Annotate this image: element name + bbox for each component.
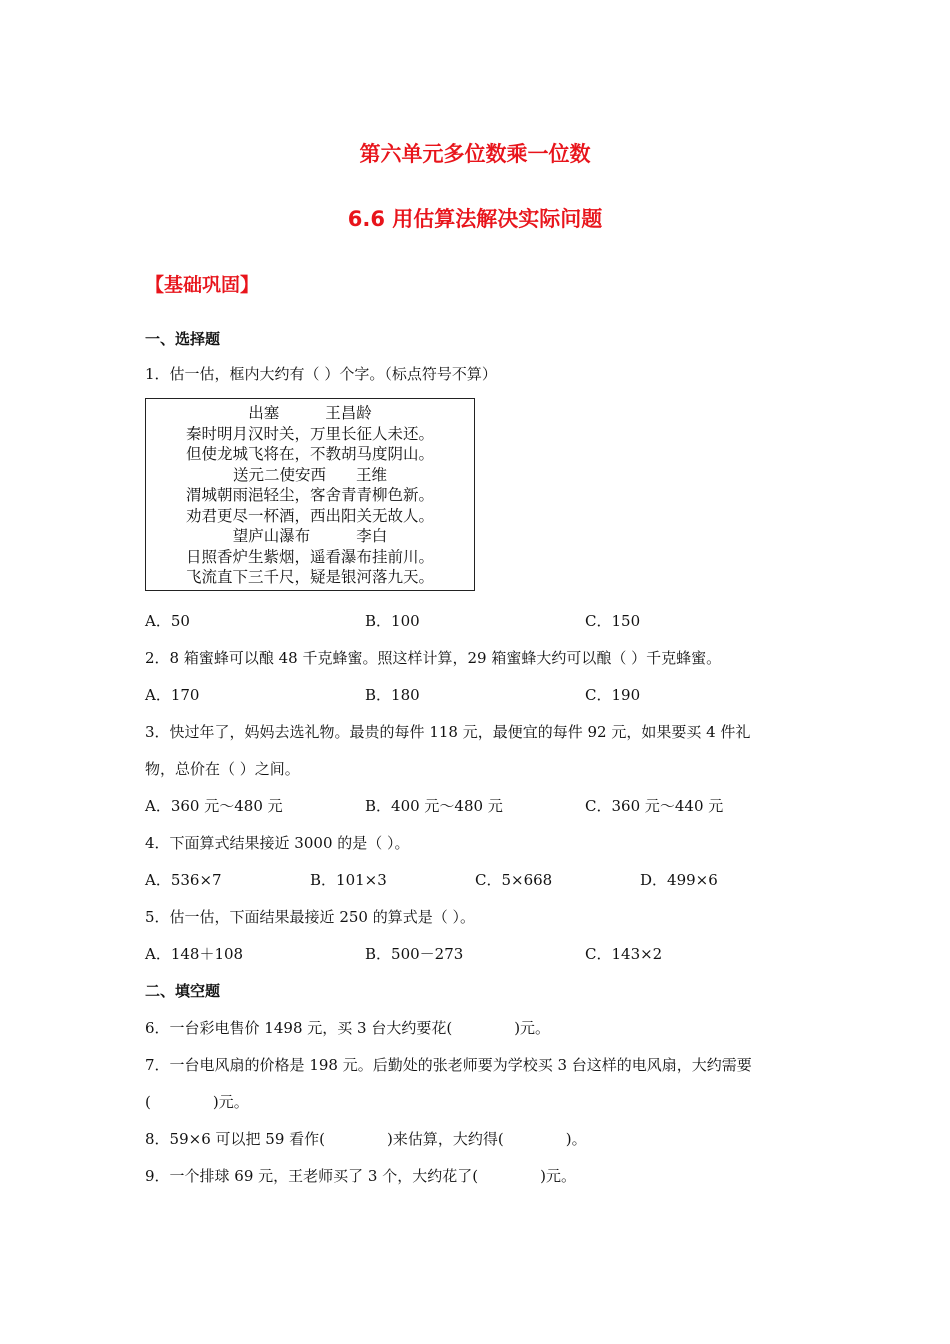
part2-heading: 二、填空题 bbox=[145, 982, 221, 1000]
poem-box bbox=[145, 398, 475, 591]
question-5: 5．估一估，下面结果最接近 250 的算式是（ ）。 bbox=[145, 908, 475, 926]
q8-text-a: 8．59×6 可以把 59 看作( bbox=[145, 1130, 325, 1148]
q5-option-b[interactable]: B．500－273 bbox=[365, 945, 464, 963]
q1-option-a[interactable]: A．50 bbox=[145, 612, 190, 630]
question-1: 1．估一估，框内大约有（ ）个字。（标点符号不算） bbox=[145, 365, 497, 383]
q9-text-b: )元。 bbox=[540, 1167, 576, 1185]
q8-text-b: )来估算，大约得( bbox=[387, 1130, 504, 1148]
poem-1-title: 出塞 bbox=[248, 404, 280, 422]
unit-title: 第六单元多位数乘一位数 bbox=[359, 142, 591, 166]
poem-2-title: 送元二使安西 bbox=[232, 465, 326, 484]
q6-text-b: )元。 bbox=[514, 1019, 551, 1037]
q5-option-c[interactable]: C．143×2 bbox=[585, 945, 663, 963]
q3-option-a[interactable]: A．360 元～480 元 bbox=[145, 797, 283, 815]
poem-3-header bbox=[146, 526, 474, 547]
question-3-line-1: 3．快过年了，妈妈去选礼物。最贵的每件 118 元，最便宜的每件 92 元，如果要买 4 件礼 bbox=[145, 723, 751, 741]
question-7-line-2 bbox=[145, 1091, 249, 1112]
poem-2-author: 王维 bbox=[356, 465, 388, 484]
question-2: 2．8 箱蜜蜂可以酿 48 千克蜂蜜。照这样计算，29 箱蜜蜂大约可以酿（ ）千克蜂蜜。 bbox=[145, 649, 722, 667]
poem-3-title: 望庐山瀑布 bbox=[232, 527, 311, 545]
q1-option-b[interactable]: B．100 bbox=[365, 612, 420, 630]
poem-3-line-1: 日照香炉生紫烟，遥看瀑布挂前川。 bbox=[185, 547, 434, 566]
q4-option-c[interactable]: C．5×668 bbox=[475, 871, 553, 889]
q4-option-b[interactable]: B．101×3 bbox=[310, 871, 387, 889]
question-3-line-2: 物，总价在（ ）之间。 bbox=[145, 760, 300, 778]
poem-1-header bbox=[146, 403, 474, 424]
lesson-title: 6.6 用估算法解决实际问题 bbox=[347, 207, 603, 231]
question-9 bbox=[145, 1165, 576, 1186]
q7-text-a: ( bbox=[145, 1093, 151, 1111]
q1-option-c[interactable]: C．150 bbox=[585, 612, 641, 630]
q6-text-a: 6．一台彩电售价 1498 元，买 3 台大约要花( bbox=[145, 1019, 453, 1037]
poem-1-line-2: 但使龙城飞将在，不教胡马度阴山。 bbox=[185, 445, 434, 463]
poem-1-line-1: 秦时明月汉时关，万里长征人未还。 bbox=[185, 424, 434, 443]
question-8 bbox=[145, 1128, 587, 1149]
poem-2-line-1: 渭城朝雨浥轻尘，客舍青青柳色新。 bbox=[185, 486, 434, 504]
q2-option-b[interactable]: B．180 bbox=[365, 686, 420, 704]
q2-option-a[interactable]: A．170 bbox=[145, 686, 200, 704]
poem-1-author: 王昌龄 bbox=[325, 404, 372, 422]
q3-option-b[interactable]: B．400 元～480 元 bbox=[365, 797, 503, 815]
question-7-line-1: 7．一台电风扇的价格是 198 元。后勤处的张老师要为学校买 3 台这样的电风扇，大约需要 bbox=[145, 1056, 752, 1074]
q4-option-d[interactable]: D．499×6 bbox=[640, 871, 718, 889]
poem-3-author: 李白 bbox=[356, 527, 388, 545]
question-6 bbox=[145, 1017, 550, 1038]
poem-3-line-2: 飞流直下三千尺，疑是银河落九天。 bbox=[185, 568, 434, 586]
q7-text-b: )元。 bbox=[212, 1093, 249, 1111]
question-4: 4．下面算式结果接近 3000 的是（ ）。 bbox=[145, 834, 410, 852]
q5-option-a[interactable]: A．148＋108 bbox=[145, 945, 244, 963]
q3-option-c[interactable]: C．360 元～440 元 bbox=[585, 797, 724, 815]
q4-option-a[interactable]: A．536×7 bbox=[145, 871, 222, 889]
q8-text-c: )。 bbox=[565, 1130, 587, 1148]
poem-2-line-2: 劝君更尽一杯酒，西出阳关无故人。 bbox=[185, 506, 434, 525]
part1-heading: 一、选择题 bbox=[145, 330, 221, 348]
q9-text-a: 9．一个排球 69 元，王老师买了 3 个，大约花了( bbox=[145, 1167, 479, 1185]
poem-2-header bbox=[146, 465, 474, 486]
q2-option-c[interactable]: C．190 bbox=[585, 686, 641, 704]
section-label: 【基础巩固】 bbox=[145, 274, 260, 296]
